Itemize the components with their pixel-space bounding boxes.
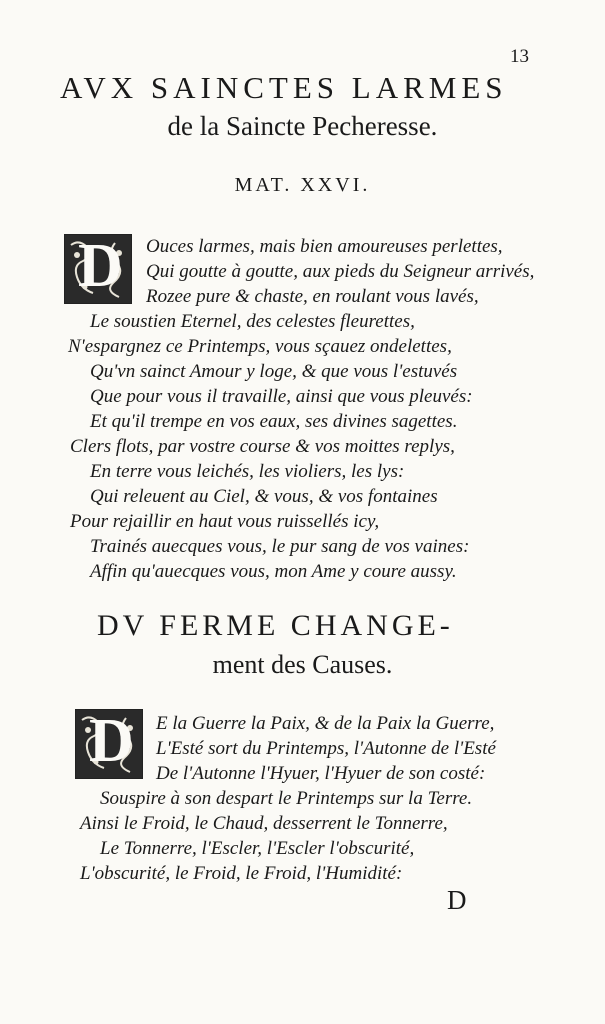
poem1-title-line1: AVX SAINCTES LARMES [60,70,508,105]
poem1-line: Rozee pure & chaste, en roulant vous lavés, [146,286,479,307]
poem2-line: De l'Autonne l'Hyuer, l'Hyuer de son costé: [156,763,486,784]
poem2-line: Le Tonnerre, l'Escler, l'Escler l'obscurité, [100,838,415,859]
poem1-line: Qui goutte à goutte, aux pieds du Seigneur arrivés, [146,261,535,282]
poem1-line: Trainés auecques vous, le pur sang de vos vaines: [90,536,470,557]
poem1-line: Et qu'il trempe en vos eaux, ses divines sagettes. [90,411,458,432]
catchword: D [447,885,467,915]
poem1-line: Pour rejaillir en haut vous ruissellés icy, [70,511,380,532]
poem1-line: Clers flots, par vostre course & vos moittes replys, [70,436,455,457]
poem2-line: L'Esté sort du Printemps, l'Autonne de l'Esté [156,738,496,759]
poem1-line: Ouces larmes, mais bien amoureuses perlettes, [146,236,503,257]
poem2-line: E la Guerre la Paix, & de la Paix la Guerre, [156,713,495,734]
poem2-line: L'obscurité, le Froid, le Froid, l'Humidité: [80,863,403,884]
poem1-line: Affin qu'auecques vous, mon Ame y coure aussy. [90,561,457,582]
page-number: 13 [510,46,529,67]
poem2-title-line2: ment des Causes. [212,650,393,679]
poem2-line: Ainsi le Froid, le Chaud, desserrent le Tonnerre, [80,813,448,834]
poem2-title-line1: DV FERME CHANGE- [97,609,454,642]
poem1-reference: MAT. XXVI. [234,174,371,196]
poem1-line: Qu'vn sainct Amour y loge, & que vous l'estuvés [90,361,458,382]
poem2-line: Souspire à son despart le Printemps sur la Terre. [100,788,473,809]
poem1-line: Qui releuent au Ciel, & vous, & vos fontaines [90,486,438,507]
poem1-line: Que pour vous il travaille, ainsi que vous pleuvés: [90,386,473,407]
poem1-line: Le soustien Eternel, des celestes fleurettes, [90,311,415,332]
dropcap-letter-text: D [78,232,123,300]
poem1-line: N'espargnez ce Printemps, vous sçauez ondelettes, [68,336,452,357]
dropcap-letter-text: D [89,707,134,775]
poem1-title-line2: de la Saincte Pecheresse. [167,111,438,141]
poem1-line: En terre vous leichés, les violiers, les lys: [90,461,405,482]
